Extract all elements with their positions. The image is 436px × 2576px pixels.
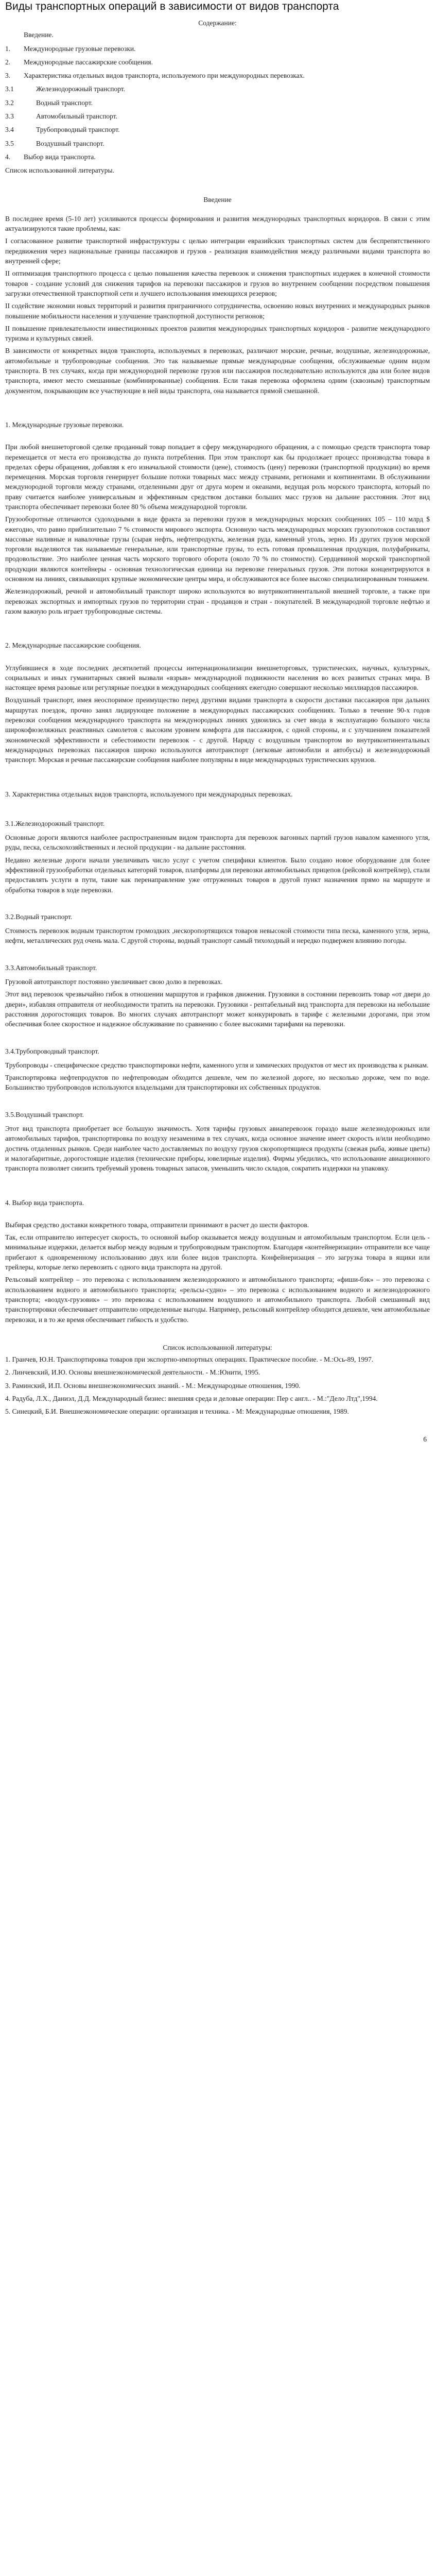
section-paragraph: Основные дороги являются наиболее распространенным видом транспорта для перевозок вагонных партий грузов навалом каменного угля, руды, песка, сельскохозяйственных и лесной продукции - на дальние расстояния. <box>5 834 430 852</box>
subsection-heading: 3.4.Трубопроводный транспорт. <box>5 1047 99 1055</box>
section-paragraph: Воздушный транспорт, имея неоспоримое преимущество перед другими видами транспорта в скорости доставки пассажиров при дальних маршрутах поездок, прочно занял лидирующее положение в междунородных пассажирских сообщениях. Только в течение 90-х годов перевозки сообщения международного транспорта на междунородных линиях удвоились за счет ввода в эксплуатацию большого числа широкофюзеляжных реактивных самолетов с высоким уровнем комфорта для пассажиров, с одной стороны, и с улучшением показателей экономической эффективности и себестоимости перевозок - с другой. Наряду с воздушным транспортом во внутриконтинентальных международных перевозках пассажиров широко используются автотранспорт (легковые автомобили и автобусы) и железнодорожный транспорт. Морская и речные пассажирские сообщения наиболее популярны в виде международных туристических круизов. <box>5 696 430 764</box>
intro-paragraph: II содействие экономии новых территорий и развития приграничного сотрудничества, освоению новых внутренних и международных рынков повышение мобильности населения и улучшение транспортной доступности регионов; <box>5 302 430 320</box>
section-heading: 3. Характеристика отдельных видов транспорта, используемого при международных перевозках. <box>5 790 293 798</box>
intro-paragraph: II оптимизация транспортного процесса с целью повышения качества перевозок и снижения транспортных издержек в конечной стоимости товаров - создание условий для снижения тарифов на перевозки пассажиров и грузов во внутреннем сообщении посредством повышения загрузки отечественной транспортной сети и лучшего использования имеющихся резервов; <box>5 269 430 297</box>
page-number: 6 <box>423 1435 427 1443</box>
section-paragraph: Транспортировка нефтепродуктов по нефтепроводам обходится дешевле, чем по железной дороге, но несколько дороже, чем по воде. Большинство трубопроводов используются владельцами для транспортировки их собственных продуктов. <box>5 1074 430 1092</box>
intro-paragraph: I согласованное развитие транспортной инфраструктуры с целью интеграции евразийских транспортных систем для беспрепятственного передвижения через национальные границы пассажиров и грузов - реализация взаимодействия между различными видами транспорта во внутренней сфере; <box>5 237 430 265</box>
subsection-heading: 3.1.Железнодорожный транспорт. <box>5 819 105 827</box>
section-paragraph: Стоимость перевозок водным транспортом громоздких ,нескоропортящихся товаров невысокой стоимости типа песка, каменного угля, зерна, нефти, металлических руд очень мала. С другой стороны, водный транспорт самый тихоходный и нередко подвержен влиянию погоды. <box>5 927 430 945</box>
section-paragraph: Выбирая средство доставки конкретного товара, отправители принимают в расчет до шести факторов. <box>5 1221 309 1229</box>
toc-item: Введение. <box>24 31 54 39</box>
intro-paragraph: В зависимости от конкретных видов транспорта, используемых в перевозках, различают морские, речные, воздушные, железнодорожные, автомобильные и трубопроводные сообщения. Это так называемые прямые международные сообщения, обслуживаемые одним видом транспорта. В тех случаях, когда при междунородной перевозке грузов или пассажиров последовательно используются два или более видов транспорта, имеют место смешанные (комбинированные) сообщения. Если такая перевозка оформлена одним (сквозным) транспортным документом, покрывающим все участвующие в ней виды транспорта, она называется прямой смешанной. <box>5 347 430 395</box>
subsection-heading: 3.2.Водный транспорт. <box>5 912 73 921</box>
section-paragraph: Этот вид транспорта приобретает все большую значимость. Хотя тарифы грузовых авиаперевозок гораздо выше железнодорожных или автомобильных тарифов, транспортировка по воздуху незаменима в тех случаях, когда основное значение имеет скорость и/или необходимо достичь отдаленных рынков. Среди наиболее часто доставляемых по воздуху грузов скоропортящиеся продукты (свежая рыба, живые цветы) и малогабаритные, дорогостоящие изделия (технические приборы, ювелирные изделия). Фирмы убедились, что использование авиационного транспорта позволяет снизить требуемый уровень товарных запасов, уменьшить число складов, сократить издержки на упаковку. <box>5 1125 430 1173</box>
section-paragraph: Углубившиеся в ходе последних десятилетий процессы интернационализации внешнеторговых, туристических, научных, культурных, социальных и иных гуманитарных связей вызвали «взрыв» международной подвижности населения во всех развитых странах мира. В настоящее время разовые или регулярные поездки в международных сообщениях ежегодно совершают несколько миллиардов пассажиров. <box>5 664 430 692</box>
section-paragraph: При любой внешнеторговой сделке проданный товар попадает в сферу международного обращения, а с помощью средств транспорта товар перемещается от места его производства до пункта потребления. При этом транспорт как бы продолжает процесс производства товара в пределах сферы обращения, добавляя к его изначальной стоимости (цене), стоимость (цену) перевозки (транспортной продукции) во время перемещения. Морская торговля генерирует большие потоки товарных масс между странами, регионами и континентами. В обслуживании междунородной торговли между странами, отделенными друг от друга морем и океанами, ведущая роль морского транспорта, который по праву считается наиболее универсальным и эффективным средством доставки больших масс грузов на дальние расстояния. Этот вид транспорта обеспечивает перевозки более 80 % объема международной торговли. <box>5 443 430 511</box>
reference-item: 3. Раминский, И.П. Основы внешнеэкономических знаний. - М.: Международные отношения, 1990. <box>5 1381 301 1389</box>
toc-item: 3. Характеристика отдельных видов транспорта, используемого при междунородных перевозках. <box>5 72 305 80</box>
toc-item: 4. Выбор вида транспорта. <box>5 152 96 161</box>
section-heading: 2. Международные пассажирские сообщения. <box>5 641 141 650</box>
section-paragraph: Так, если отправителю интересует скорость, то основной выбор оказывается между воздушным и автомобильным транспортом. Если цель - минимальные издержки, делается выбор между водным и трубопроводным транспортом. Благодаря «контейнеризации» отправители все чаще прибегают к одновременному использованию двух или более видов транспорта. Конфейнеризация – это загрузка товара в ящики или трейлеры, которые легко перевозить с одного вида транспорта на другой. <box>5 1233 430 1272</box>
intro-paragraph: II повышение привлекательности инвестиционных проектов развития междунородных транспортных коридоров - развитие международного туризма и культурных связей. <box>5 324 430 343</box>
section-paragraph: Грузооборотные отличаются судоходными в виде фракта за перевозки грузов в международных морских сообщениях 105 – 110 млрд $ ежегодно, что равно приблизительно 7 % стоимости мирового экспорта. Основную часть международных морских грузопотоков составляют массовые наливные и навалочные грузы (сырая нефть, нефтепродукты, железная руда, каменный уголь, зерно. Из других грузов морской торговли выделяются так называемые генеральные, или транспортные грузы, то есть готовая промышленная продукция, полуфабрикаты, продовольствие. Это наиболее ценная часть морского торгового оборота (около 70 % по стоимости). Сердцевиной морской транспортной продукции являются контейнеры - основная технологическая единица на перевозке генеральных грузов. Эти потоки концентрируются в основном на линиях, связывающих крупные экономические центры мира, и обслуживаются все более высоко специализированным тоннажем. <box>5 515 430 583</box>
section-paragraph: Недавно железные дороги начали увеличивать число услуг с учетом специфики клиентов. Было создано новое оборудование для более эффективной грузообработки отдельных категорий товаров, платформы для перевозки автомобильных прицепов (рейсовой контрейлер), стали предоставлять услуги в пути, такие как перенаправление уже отгруженных товаров в другой пункт назначения прямо на маршруте и обработка товаров в ходе перевозки. <box>5 856 430 894</box>
toc-item: 3.4 Трубопроводный транспорт. <box>5 126 120 134</box>
intro-paragraph: В последнее время (5-10 лет) усиливаются процессы формирования и развития междунородных транспортных коридоров. В связи с этим актуализируются такие проблемы, как: <box>5 214 430 233</box>
section-paragraph: Железнодорожный, речной и автомобильный транспорт широко используются во внутриконтинентальной внешней торговле, а также при перевозках экспортных и импортных грузов по территории стран - продавцов и стран - покупателей. В международной торговле нефтью и газом важную роль играет трубопроводные системы. <box>5 587 430 615</box>
subsection-heading: 3.3.Автомобильный транспорт. <box>5 963 97 972</box>
toc-item: Список использованной литературы. <box>5 166 114 175</box>
reference-item: 1. Гранчев, Ю.Н. Транспортировка товаров при экспортно-импортных операциях. Практическое пособие. - М.:Ось-89, 1997. <box>5 1355 374 1364</box>
toc-item: 3.3 Автомобильный транспорт. <box>5 112 118 121</box>
section-heading: 4. Выбор вида транспорта. <box>5 1198 84 1207</box>
subsection-heading: 3.5.Воздушный транспорт. <box>5 1110 84 1118</box>
section-paragraph: Рельсовый контрейлер – это перевозка с использованием железнодорожного и автомобильного транспорта; «фиши-бэк» – это перевозка с использованием водного и автомобильного транспорта; «рельсы-судно» – это перевозка с использованием водного и железнодорожного транспорта; «воздух-грузовик» – это перевозка с использованием воздушного и автомобильного транспорта. Любой смешанный вид транспортировки обеспечивает отправителю определенные выгоды. Например, рельсовый контрейлер обходится дешевле, чем автомобильные перевозки, и в то же время обеспечивает гибкость и удобство. <box>5 1276 430 1324</box>
reference-item: 2. Линчевский, И.Ю. Основы внешнеэкономической деятельности. - М.:Юнити, 1995. <box>5 1368 260 1377</box>
section-paragraph: Трубопроводы - специфическое средство транспортировки нефти, каменного угля и химических продуктов от мест их производства к рынкам. <box>5 1061 429 1069</box>
reference-item: 5. Синецкий, Б.И. Внешнеэкономические операции: организация и техника. - М: Международные отношения, 1989. <box>5 1408 349 1416</box>
references-list <box>5 1354 430 1416</box>
contents-heading: Содержание: <box>198 19 237 27</box>
section-heading: 1. Международные грузовые перевозки. <box>5 420 124 429</box>
document-title: Виды транспортных операций в зависимости от видов транспорта <box>5 1 339 12</box>
section-paragraph: Грузовой автотранспорт постоянно увеличивает свою долю в перевозках. <box>5 978 223 986</box>
introduction-heading: Введение <box>203 195 232 204</box>
reference-item: 4. Радуба, Л.Х., Даниэл, Д.Д. Международный бизнес: внешняя среда и деловые операции: Пер с англ.. - М.:"Дело Лтд",1994. <box>5 1394 378 1402</box>
toc-item: 3.2 Водный транспорт. <box>5 98 93 107</box>
section-paragraph: Этот вид перевозок чрезвычайно гибок в отношении маршрутов и графиков движения. Грузовики в состоянии перевозить товар «от двери до двери», избавляя отправителя от необходимости тратить на перевозки. Грузовики - рентабельный вид транспорта для перевозки на небольшие расстояния дорогостоящих товаров. Во многих случаях автотранспорт может конкурировать в тарифе с железными дорогами, при этом обеспечивая более скоростное и надежное обслуживание по сравнению с более высокими тарифами на перевозки. <box>5 990 430 1028</box>
toc-item: 1. Междунородные грузовые перевозки. <box>5 44 136 53</box>
toc-item: 3.5 Воздушный транспорт. <box>5 139 104 147</box>
table-of-contents <box>5 30 430 175</box>
toc-item: 2. Междунородные пассажирские сообщения. <box>5 58 153 66</box>
references-heading: Список использованной литературы: <box>163 1343 272 1351</box>
toc-item: 3.1 Железнодорожный транспорт. <box>5 85 126 93</box>
